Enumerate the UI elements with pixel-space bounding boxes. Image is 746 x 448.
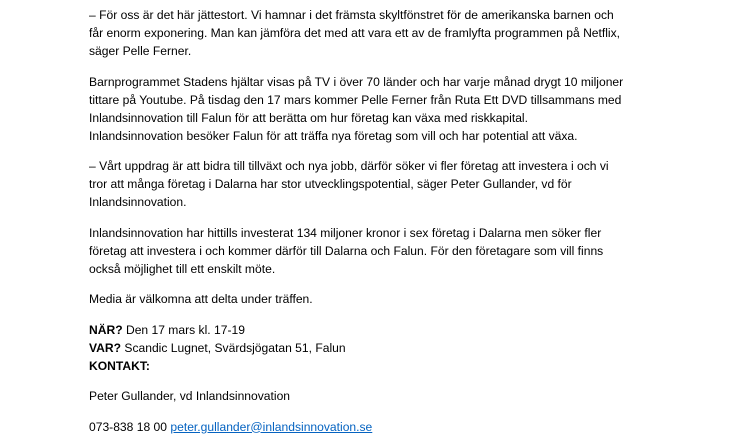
text-line: säger Pelle Ferner. — [89, 44, 192, 58]
event-info — [89, 321, 649, 375]
where-value: Scandic Lugnet, Svärdsjögatan 51, Falun — [121, 340, 346, 355]
when-label: NÄR? — [89, 322, 123, 337]
text-line: – För oss är det här jättestort. Vi hamnar i det främsta skyltfönstret för de amerikanska barnen och — [89, 8, 614, 22]
contact-name: Peter Gullander, vd Inlandsinnovation — [89, 389, 291, 403]
text-line: tror att många företag i Dalarna har stor utvecklingspotential, säger Peter Gullander, vd för — [89, 177, 572, 191]
contact-name-paragraph — [89, 387, 649, 405]
text-line: får enorm exponering. Man kan jämföra det med att vara ett av de framlyfta programmen på Netflix, — [89, 26, 621, 40]
text-line: företag att investera i och kommer därför till Dalarna och Falun. För den företagare som vill finns — [89, 243, 604, 258]
event-when — [89, 321, 649, 339]
investment-paragraph — [89, 224, 649, 278]
event-contact — [89, 357, 649, 375]
contact-label: KONTAKT: — [89, 358, 150, 373]
text-line: Inlandsinnovation. — [89, 195, 187, 209]
contact-email-link[interactable]: peter.gullander@inlandsinnovation.se — [170, 419, 373, 434]
text-line: tittare på Youtube. På tisdag den 17 mars kommer Pelle Ferner från Ruta Ett DVD tillsammans med — [89, 92, 622, 107]
document-body — [89, 6, 649, 448]
contact-phone: 073-838 18 00 — [89, 419, 168, 434]
text-line: – Vårt uppdrag är att bidra till tillväxt och nya jobb, därför söker vi fler företag att investera i och vi — [89, 159, 609, 173]
text-line: Media är välkomna att delta under träffen. — [89, 292, 313, 306]
quote-paragraph-gullander — [89, 157, 649, 211]
when-value: Den 17 mars kl. 17-19 — [122, 322, 245, 337]
text-line: Inlandsinnovation till Falun för att berätta om hur företag kan växa med riskkapital. — [89, 110, 528, 125]
quote-paragraph-ferner — [89, 6, 649, 60]
contact-details — [89, 418, 649, 436]
program-paragraph — [89, 73, 649, 145]
contact-line — [89, 418, 649, 436]
text-line: också möjlighet till ett enskilt möte. — [89, 261, 276, 276]
text-line: Inlandsinnovation besöker Falun för att träffa nya företag som vill och har potential att växa. — [89, 128, 578, 143]
where-label: VAR? — [89, 340, 122, 355]
event-where — [89, 339, 649, 357]
text-line: Barnprogrammet Stadens hjältar visas på TV i över 70 länder och har varje månad drygt 10 miljoner — [89, 74, 624, 89]
media-paragraph — [89, 290, 649, 308]
text-line: Inlandsinnovation har hittills investerat 134 miljoner kronor i sex företag i Dalarna men söker fler — [89, 225, 602, 240]
